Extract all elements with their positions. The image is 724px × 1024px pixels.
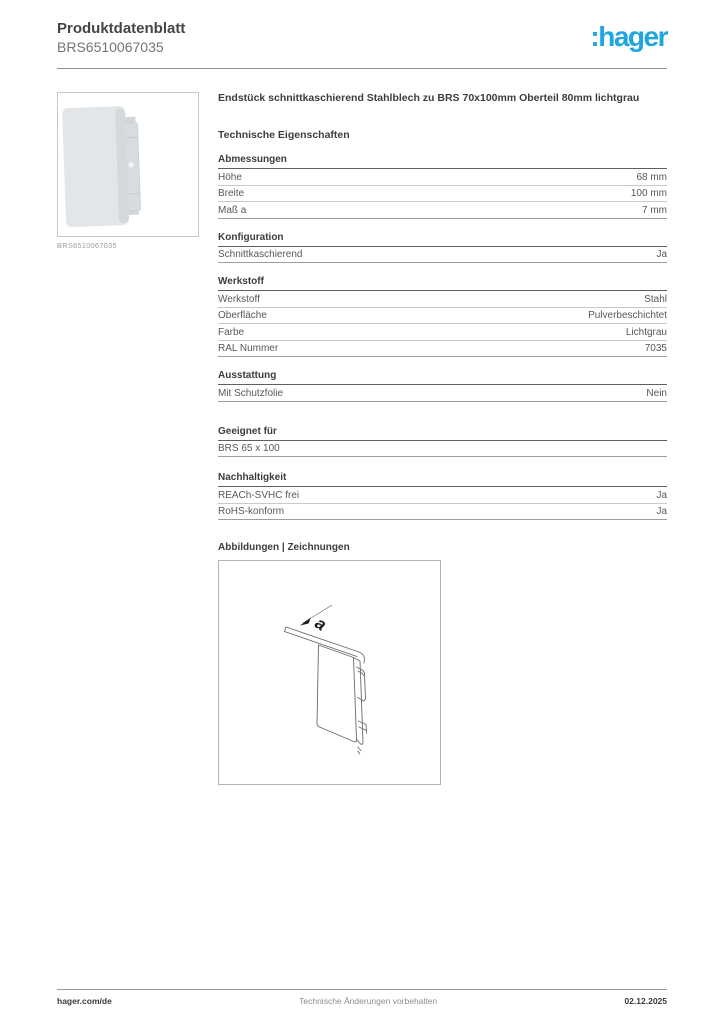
spec-label: RoHS-konform [218,506,285,518]
spec-row [218,324,667,341]
technical-drawing [219,561,440,784]
spec-value: Ja [656,489,667,501]
drawings-title: Abbildungen | Zeichnungen [218,542,350,554]
spec-row [218,441,667,458]
spec-value: 7 mm [642,204,667,216]
spec-section-heading: Konfiguration [218,232,667,247]
spec-value: 7035 [644,343,667,355]
dimension-a-label: a [311,613,330,635]
dimension-arrow [300,618,311,626]
spec-section [218,426,667,458]
spec-label: Schnittkaschierend [218,249,303,261]
spec-section [218,232,667,264]
spec-section [218,276,667,357]
specs-column [218,92,667,786]
spec-row [218,341,667,358]
technical-drawing-frame [218,560,441,785]
spec-value: Nein [646,387,667,399]
page-title: Produktdatenblatt [57,20,186,37]
spec-label: Werkstoff [218,293,260,305]
footer-date: 02.12.2025 [624,996,667,1006]
spec-label: Maß a [218,204,247,216]
product-image-column [57,92,199,786]
footer-website-link[interactable]: hager.com/de [57,996,112,1006]
spec-label: Höhe [218,171,242,183]
tech-properties-title: Technische Eigenschaften [218,129,350,142]
spec-row [218,186,667,203]
spec-section-heading: Geeignet für [218,426,667,441]
spec-value: Pulverbeschichtet [588,310,667,322]
spec-row [218,202,667,219]
header [57,0,667,69]
tech-sections [218,154,667,520]
spec-label: RAL Nummer [218,343,279,355]
spec-row [218,308,667,325]
spec-label: BRS 65 x 100 [218,443,280,455]
spec-section-heading: Abmessungen [218,154,667,169]
spec-section-heading: Werkstoff [218,276,667,291]
hager-logo: :hager [590,21,667,52]
spec-row [218,247,667,264]
spec-section [218,370,667,402]
spec-label: Oberfläche [218,310,267,322]
spec-section-heading: Ausstattung [218,370,667,385]
spec-section-heading: Nachhaltigkeit [218,472,667,487]
header-titles [57,20,185,56]
product-id: BRS6510067035 [57,38,164,55]
main-content [57,92,667,786]
spec-value: 100 mm [630,188,667,200]
spec-value: Lichtgrau [625,326,667,338]
spec-value: Ja [656,506,667,518]
spec-label: Farbe [218,326,245,338]
spec-row [218,169,667,186]
product-image-caption: BRS6510067035 [57,240,117,250]
spec-value: 68 mm [636,171,667,183]
spec-value: Ja [656,249,667,261]
spec-section [218,154,667,219]
spec-label: Mit Schutzfolie [218,387,284,399]
product-description: Endstück schnittkaschierend Stahlblech zu BRS 70x100mm Oberteil 80mm lichtgrau [218,91,640,104]
spec-label: REACh-SVHC frei [218,489,300,501]
spec-label: Breite [218,188,245,200]
product-photo [58,93,198,236]
spec-row [218,291,667,308]
footer-disclaimer: Technische Änderungen vorbehalten [299,996,438,1006]
spec-row [218,385,667,402]
footer [57,989,667,1006]
spec-row [218,504,667,521]
spec-row [218,487,667,504]
product-image-frame [57,92,199,237]
spec-section [218,472,667,520]
spec-value: Stahl [644,293,667,305]
